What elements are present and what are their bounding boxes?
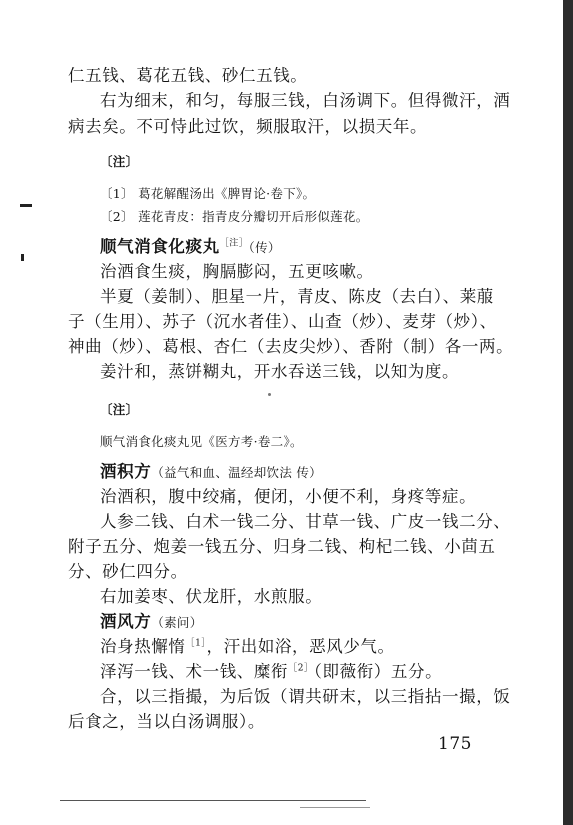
text-line: 姜汁和，蒸饼糊丸，开水吞送三钱，以知为度。 — [100, 362, 460, 381]
note-ref: ［1］ — [185, 638, 207, 649]
scan-speck — [268, 393, 271, 396]
scan-edge — [563, 0, 573, 825]
recipe-title: 顺气消食化痰丸 — [100, 237, 220, 256]
recipe-heading — [100, 608, 203, 632]
text-line: 泽泻一钱、术一钱、糜衔$^{[2]}$（即薇衔）五分。 — [100, 662, 443, 681]
text-line: 治酒积，腹中绞痛，便闭，小便不利，身疼等症。 — [100, 487, 477, 506]
text-line: 子（生用）、苏子（沉水者佳）、山查（炒）、麦芽（炒）、 — [68, 312, 497, 331]
text-line: 附子五分、炮姜一钱五分、归身二钱、枸杞二钱、小茴五 — [68, 537, 496, 556]
bottom-rule — [92, 800, 366, 801]
recipe-source: （传） — [248, 240, 281, 255]
notes-heading: 〔注〕 — [100, 402, 139, 417]
page-number: 175 — [438, 734, 472, 754]
text-line: 合，以三指撮，为后饭（谓共研末，以三指拈一撮，饭 — [100, 687, 511, 706]
notes-heading: 〔注〕 — [100, 154, 139, 169]
text-line: 右为细末，和匀，每服三钱，白汤调下。但得微汗，酒 — [100, 91, 511, 110]
note-ref: ［注］ — [219, 238, 249, 249]
text-line: 右加姜枣、伏龙肝，水煎服。 — [100, 587, 323, 606]
text-line: 病去矣。不可恃此过饮，频服取汗，以损天年。 — [68, 117, 428, 136]
margin-mark — [20, 204, 32, 207]
text-line: 人参二钱、白术一钱二分、甘草一钱、广皮一钱二分、 — [100, 512, 511, 531]
text-line: 半夏（姜制）、胆星一片，青皮、陈皮（去白）、莱菔 — [100, 287, 494, 306]
note-ref: ［2］ — [288, 663, 314, 674]
text-line: 仁五钱、葛花五钱、砂仁五钱。 — [68, 66, 308, 85]
text-line: 后食之，当以白汤调服）。 — [68, 712, 265, 731]
recipe-title: 酒风方 — [100, 612, 152, 631]
margin-mark — [21, 254, 24, 261]
recipe-heading — [100, 458, 322, 482]
bottom-rule — [300, 807, 370, 808]
text-line: 神曲（炒）、葛根、杏仁（去皮尖炒）、香附（制）各一两。 — [68, 337, 514, 356]
footnote: 〔2〕 莲花青皮：指青皮分瓣切开后形似莲花。 — [100, 209, 369, 224]
text-line: 分、砂仁四分。 — [68, 562, 188, 581]
recipe-heading — [100, 233, 281, 257]
recipe-source: （素问） — [151, 615, 203, 630]
footnote: 〔1〕 葛花解醒汤出《脾胃论·卷下》。 — [100, 186, 316, 201]
text-line: 治身热懈惰$^{[1]}$，汗出如浴，恶风少气。 — [100, 637, 395, 656]
text-line: 治酒食生痰，胸膈膨闷，五更咳嗽。 — [100, 262, 374, 281]
recipe-source: （益气和血、温经却饮法 传） — [151, 465, 322, 480]
recipe-title: 酒积方 — [100, 462, 152, 481]
footnote: 顺气消食化痰丸见《医方考·卷二》。 — [100, 434, 303, 449]
